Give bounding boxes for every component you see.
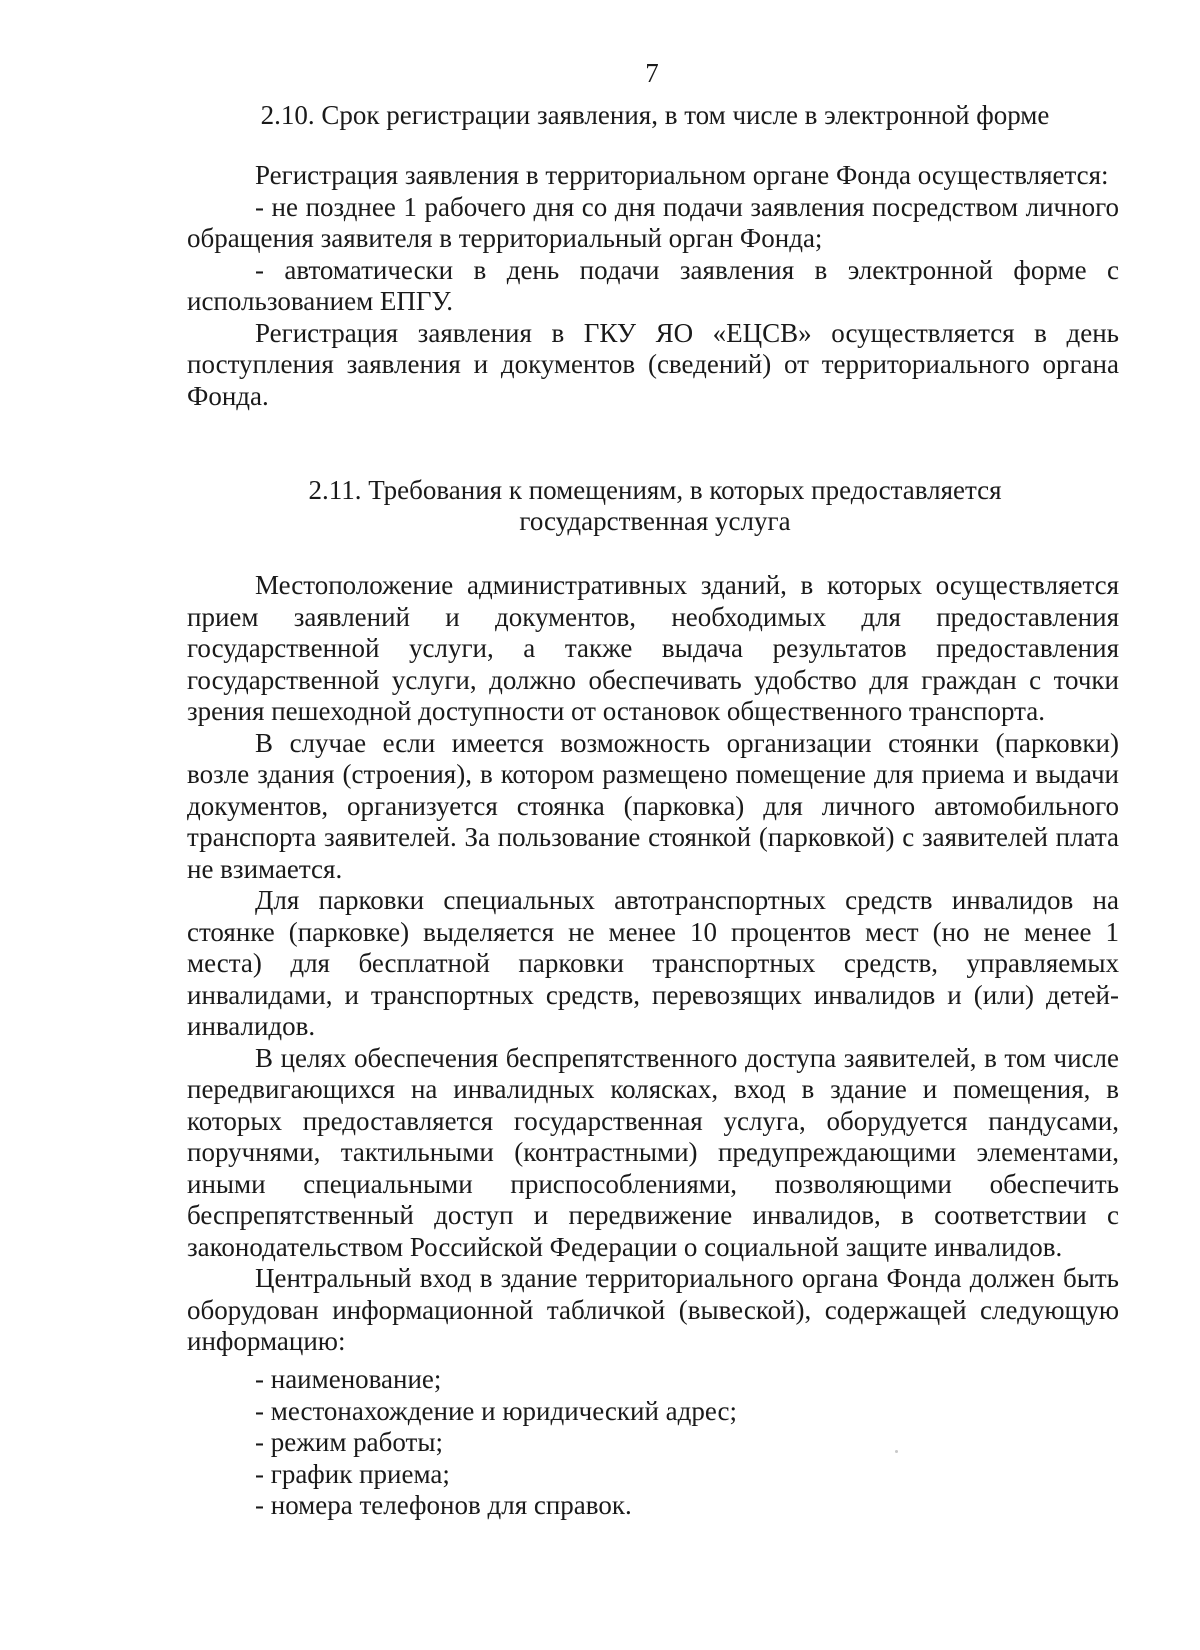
- section-2-10-body: [187, 160, 1119, 412]
- list-item: - наименование;: [255, 1364, 442, 1394]
- paragraph: Местоположение административных зданий, в которых осуществляется прием заявлений и документов, необходимых для предоставления государственной услуги, а также выдача результатов предоставления государственной услуги, должно обеспечивать удобство для граждан с точки зрения пешеходной доступности от остановок общественного транспорта.: [187, 570, 1119, 726]
- paragraph: Центральный вход в здание территориального органа Фонда должен быть оборудован информационной табличкой (вывеской), содержащей следующую информацию:: [187, 1263, 1119, 1356]
- list-item: - график приема;: [255, 1458, 450, 1489]
- list-item: - местонахождение и юридический адрес;: [255, 1395, 738, 1426]
- section-2-11-heading-line1: 2.11. Требования к помещениям, в которых предоставляется: [308, 475, 1002, 505]
- paragraph: В целях обеспечения беспрепятственного доступа заявителей, в том числе передвигающихся на инвалидных колясках, вход в здание и помещения, в которых предоставляется государственная услуга, оборудуется пандусами, поручнями, тактильными (контрастными) предупреждающими элементами, иными специальными приспособлениями, позволяющими обеспечить беспрепятственный доступ и передвижение инвалидов, в соответствии с законодательством Российской Федерации о социальной защите инвалидов.: [187, 1042, 1119, 1262]
- paragraph: - автоматически в день подачи заявления в электронной форме с использованием ЕПГУ.: [187, 254, 1119, 316]
- section-2-11-heading-line2: государственная услуга: [519, 506, 791, 536]
- paragraph: - не позднее 1 рабочего дня со дня подачи заявления посредством личного обращения заявителя в территориальный орган Фонда;: [187, 191, 1119, 253]
- list-item: - режим работы;: [255, 1427, 443, 1457]
- paragraph: Регистрация заявления в ГКУ ЯО «ЕЦСВ» осуществляется в день поступления заявления и документов (сведений) от территориального органа Фонда.: [187, 317, 1119, 411]
- section-2-10-heading: 2.10. Срок регистрации заявления, в том числе в электронной форме: [260, 100, 1050, 130]
- page-number: 7: [645, 58, 659, 88]
- paragraph: В случае если имеется возможность организации стоянки (парковки) возле здания (строения), в котором размещено помещение для приема и выдачи документов, организуется стоянка (парковка) для личного автомобильного транспорта заявителей. За пользование стоянкой (парковкой) с заявителей плата не взимается.: [187, 727, 1119, 884]
- section-2-11-body: [187, 570, 1119, 1358]
- info-sign-list: [255, 1364, 1115, 1522]
- list-item: - номера телефонов для справок.: [255, 1490, 632, 1520]
- paragraph: Регистрация заявления в территориальном органе Фонда осуществляется:: [255, 160, 1109, 190]
- paragraph: Для парковки специальных автотранспортных средств инвалидов на стоянке (парковке) выделяется не менее 10 процентов мест (но не менее 1 места) для бесплатной парковки транспортных средств, управляемых инвалидами, и транспортных средств, перевозящих инвалидов и (или) детей-инвалидов.: [187, 885, 1119, 1041]
- scan-speck: [895, 1450, 898, 1453]
